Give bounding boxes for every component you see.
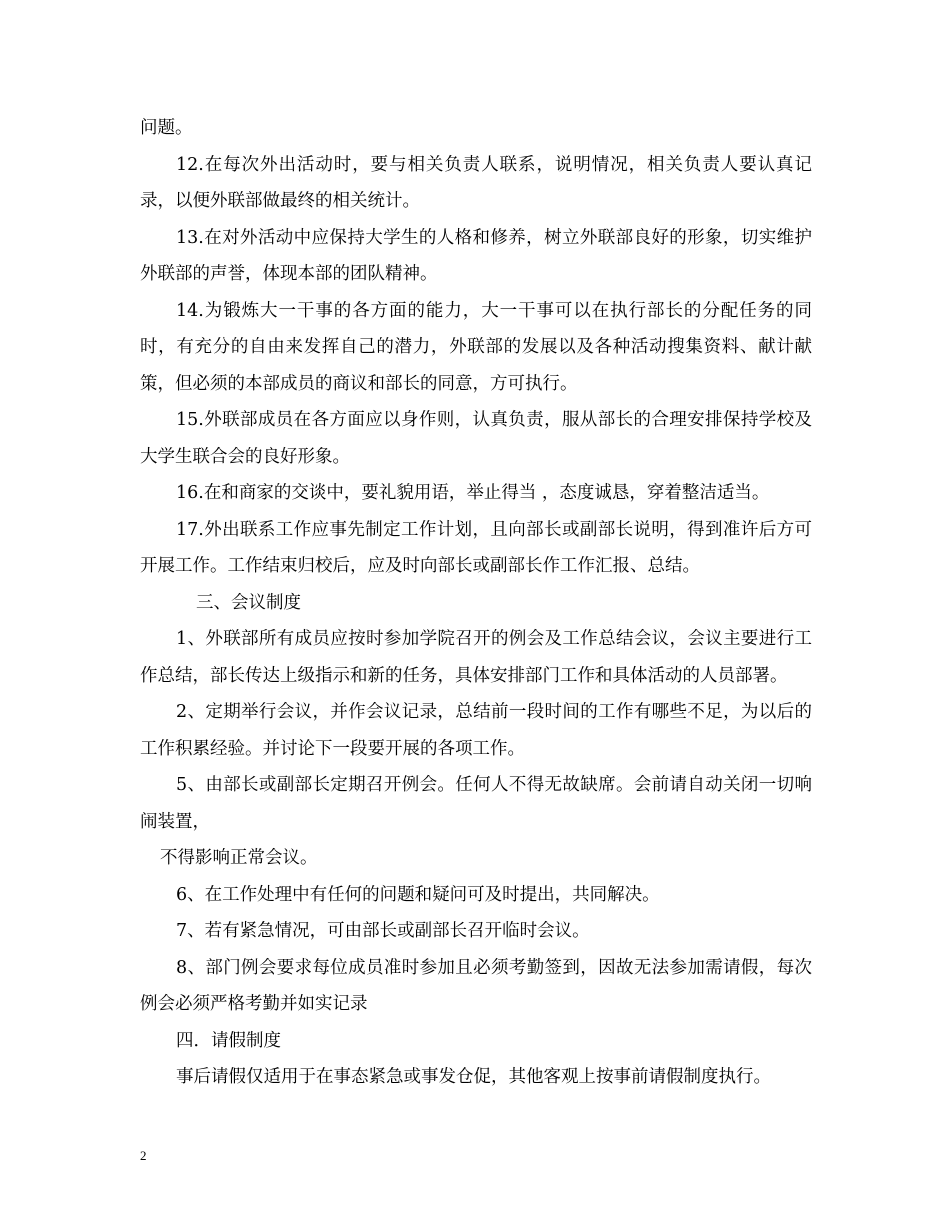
paragraph-item-15: 15.外联部成员在各方面应以身作则，认真负责，服从部长的合理安排保持学校及大学生联合会的良好形象。	[140, 410, 812, 467]
paragraph-item-14: 14.为锻炼大一干事的各方面的能力，大一干事可以在执行部长的分配任务的同时，有充分的自由来发挥自己的潜力，外联部的发展以及各种活动搜集资料、献计献策，但必须的本部成员的商议和部长的同意，方可执行。	[140, 300, 812, 394]
paragraph-item-17: 17.外出联系工作应事先制定工作计划，且向部长或副部长说明，得到准许后方可开展工作。工作结束归校后，应及时向部长或副部长作工作汇报、总结。	[140, 519, 812, 576]
paragraph-item-12: 12.在每次外出活动时，要与相关负责人联系，说明情况，相关负责人要认真记录，以便外联部做最终的相关统计。	[140, 154, 812, 211]
section-heading-leave-system: 四．请假制度	[176, 1030, 281, 1051]
document-body	[140, 110, 812, 1096]
paragraph-item-13: 13.在对外活动中应保持大学生的人格和修养，树立外联部良好的形象，切实维护外联部的声誉，体现本部的团队精神。	[140, 227, 812, 284]
meeting-rule-5: 5、由部长或副部长定期召开例会。任何人不得无故缺席。会前请自动关闭一切响闹装置，	[140, 775, 812, 832]
meeting-rule-5-continuation: 不得影响正常会议。	[160, 848, 318, 868]
meeting-rule-8: 8、部门例会要求每位成员准时参加且必须考勤签到，因故无法参加需请假，每次例会必须严格考勤并如实记录	[140, 957, 812, 1014]
section-heading-meeting-system: 三、会议制度	[196, 592, 301, 613]
page-number: 2	[140, 1148, 147, 1163]
meeting-rule-6: 6、在工作处理中有任何的问题和疑问可及时提出，共同解决。	[176, 884, 660, 905]
meeting-rule-2: 2、定期举行会议，并作会议记录，总结前一段时间的工作有哪些不足，为以后的工作积累经验。并讨论下一段要开展的各项工作。	[140, 702, 812, 759]
meeting-rule-7: 7、若有紧急情况，可由部长或副部长召开临时会议。	[176, 921, 590, 941]
paragraph-item-16: 16.在和商家的交谈中，要礼貌用语，举止得当 ，态度诚恳，穿着整洁适当。	[176, 483, 770, 503]
paragraph-continuation: 问题。	[140, 118, 193, 138]
meeting-rule-1: 1、外联部所有成员应按时参加学院召开的例会及工作总结会议，会议主要进行工作总结，部长传达上级指示和新的任务，具体安排部门工作和具体活动的人员部署。	[140, 629, 812, 686]
leave-rule-paragraph: 事后请假仅适用于在事态紧急或事发仓促，其他客观上按事前请假制度执行。	[176, 1067, 771, 1087]
